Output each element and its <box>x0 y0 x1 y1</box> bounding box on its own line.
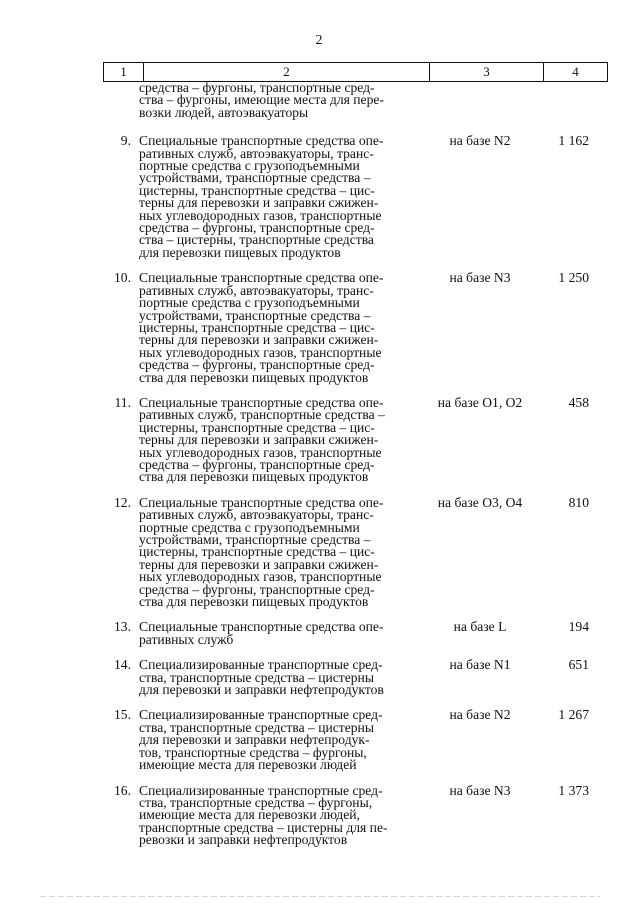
header-col-3: 3 <box>430 63 544 82</box>
page-bottom-edge <box>40 896 600 897</box>
row-number: 16. <box>114 782 131 798</box>
row-value: 1 373 <box>558 782 589 798</box>
row-base: на базе N3 <box>449 782 511 798</box>
row-value: 1 267 <box>558 707 589 723</box>
row-base: на базе N1 <box>449 657 511 673</box>
row-base: на базе N2 <box>449 707 511 723</box>
row-value: 810 <box>568 494 589 510</box>
row-number: 9. <box>120 133 131 149</box>
row-value: 194 <box>568 619 589 635</box>
table-row <box>103 659 607 696</box>
row-value: 1 250 <box>558 270 589 286</box>
table-row <box>103 782 607 848</box>
row-description: Специальные транспортные средства опе- ративных служб, транспортные средства – цистерны, транспортные средства – цис- терны для перевозки и заправки сжижен- ных углеводородных газов, транспортные средства – фургоны, транспортные сред- ства для перевозки пищевых продуктов <box>139 394 385 485</box>
row-number: 10. <box>114 270 131 286</box>
row-base: на базе N3 <box>449 270 511 286</box>
row-value: 458 <box>568 394 589 410</box>
row-number: 14. <box>114 657 131 673</box>
row-base: на базе O1, O2 <box>437 394 523 410</box>
page-number: 2 <box>315 33 323 48</box>
row-number: 12. <box>114 494 131 510</box>
table-row <box>103 394 607 485</box>
row-value: 1 162 <box>558 133 589 149</box>
row-description: Специальные транспортные средства опе- ративных служб, автоэвакуаторы, транс- портные средства с грузоподъемными устройствами, транспортные средства – цистерны, транспортные средства – цис- терны для перевозки и заправки сжижен- ных углеводородных газов, транспортные средства – фургоны, транспортные сред- ства – цистерны, транспортные средства для перевозки пищевых продуктов <box>139 133 384 260</box>
table-row <box>103 272 607 384</box>
row-description: средства – фургоны, транспортные сред- ства – фургоны, имеющие места для пере- возки людей, автоэвакуаторы <box>139 80 384 120</box>
row-description: Специальные транспортные средства опе- ративных служб <box>139 619 384 647</box>
row-number: 13. <box>114 619 131 635</box>
continuation-row <box>103 82 607 119</box>
row-description: Специализированные транспортные сред- ства, транспортные средства – фургоны, имеющие места для перевозки людей, транспортные средства – цистерны для пе- ревозки и заправки нефтепродуктов <box>139 782 388 848</box>
table-header <box>103 62 608 82</box>
header-col-4: 4 <box>544 63 608 82</box>
table-row <box>103 135 607 259</box>
header-col-2: 2 <box>144 63 430 82</box>
row-description: Специализированные транспортные сред- ства, транспортные средства – цистерны для перевозки и заправки нефтепродук- тов, транспортные средства – фургоны, имеющие места для перевозки людей <box>139 707 383 773</box>
row-base: на базе O3, O4 <box>437 494 523 510</box>
row-description: Специальные транспортные средства опе- ративных служб, автоэвакуаторы, транс- портные средства с грузоподъемными устройствами, транспортные средства – цистерны, транспортные средства – цис- терны для перевозки и заправки сжижен- ных углеводородных газов, транспортные средства – фургоны, транспортные сред- ства для перевозки пищевых продуктов <box>139 494 384 610</box>
table-row <box>103 621 607 646</box>
row-description: Специализированные транспортные сред- ства, транспортные средства – цистерны для перевозки и заправки нефтепродуктов <box>139 657 384 698</box>
table-row <box>103 709 607 771</box>
row-base: на базе L <box>453 619 507 635</box>
row-description: Специальные транспортные средства опе- ративных служб, автоэвакуаторы, транс- портные средства с грузоподъемными устройствами, транспортные средства – цистерны, транспортные средства – цис- терны для перевозки и заправки сжижен- ных углеводородных газов, транспортные средства – фургоны, транспортные сред- ства для перевозки пищевых продуктов <box>139 270 384 385</box>
row-base: на базе N2 <box>449 133 511 149</box>
table-row <box>103 494 607 610</box>
header-col-1: 1 <box>104 63 144 82</box>
row-number: 15. <box>114 707 131 723</box>
row-value: 651 <box>568 657 589 673</box>
table-body <box>103 82 607 860</box>
row-number: 11. <box>114 394 131 410</box>
